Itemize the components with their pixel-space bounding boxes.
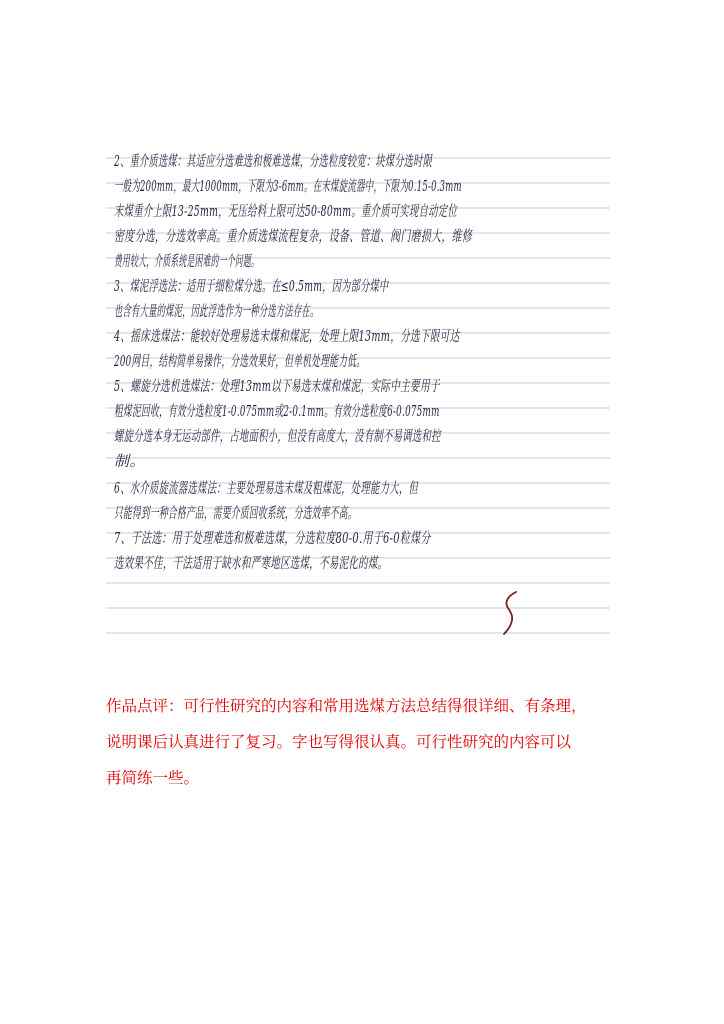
- note-line: 只能得到一种合格产品，需要介质回收系统，分选效率不高。: [114, 504, 357, 522]
- note-line: 3、煤泥浮选法：适用于细粒煤分选。在≤0.5mm，因为部分煤中: [114, 277, 389, 295]
- note-line: 末煤重介上限13-25mm，无压给料上限可达50-80mm。重介质可实现自动定位: [114, 202, 458, 220]
- note-line: 密度分选，分选效率高。重介质选煤流程复杂，设备、管道、阀门磨损大，维修: [114, 227, 473, 245]
- note-line: 选效果不佳，干法适用于缺水和严寒地区选煤，不易泥化的煤。: [114, 554, 388, 572]
- note-line: 5、螺旋分选机选煤法：处理13mm以下易选末煤和煤泥，实际中主要用于: [114, 377, 440, 395]
- comment-line: 再简练一些。: [106, 769, 200, 787]
- note-line: 200网目，结构简单易操作，分选效果好，但单机处理能力低。: [114, 352, 366, 370]
- note-line: 费用较大，介质系统是困难的一个问题。: [114, 252, 260, 270]
- note-line: 4、摇床选煤法：能较好处理易选末煤和煤泥，处理上限13mm，分选下限可达: [114, 327, 460, 345]
- note-line: 一般为200mm，最大1000mm，下限为3-6mm。在末煤旋流器中，下限为0.15-0.3mm: [114, 177, 462, 195]
- comment-line: 说明课后认真进行了复习。字也写得很认真。可行性研究的内容可以: [106, 733, 572, 751]
- note-line: 6、水介质旋流器选煤法：主要处理易选末煤及粗煤泥，处理能力大，但: [114, 479, 419, 497]
- handwritten-notes-scan: [106, 120, 610, 650]
- note-line: 2、重介质选煤：其适应分选难选和极难选煤，分选粒度较宽：块煤分选时限: [114, 152, 433, 170]
- note-line: 7、干法选：用于处理难选和极难选煤，分选粒度80-0.用于6-0粒煤分: [114, 529, 431, 547]
- note-line: 螺旋分选本身无运动部件，占地面积小，但没有高度大，没有制不易调选和控: [114, 427, 441, 445]
- note-line: 也含有大量的煤泥，因此浮选作为一种分选方法存在。: [114, 302, 319, 320]
- note-line: 制。: [114, 452, 146, 470]
- teacher-comment: [106, 688, 644, 796]
- signature-mark: [498, 588, 528, 638]
- note-line: 粗煤泥回收，有效分选粒度1-0.075mm或2-0.1mm。有效分选粒度6-0.075mm: [114, 402, 440, 420]
- comment-line: 作品点评：可行性研究的内容和常用选煤方法总结得很详细、有条理，: [106, 697, 587, 715]
